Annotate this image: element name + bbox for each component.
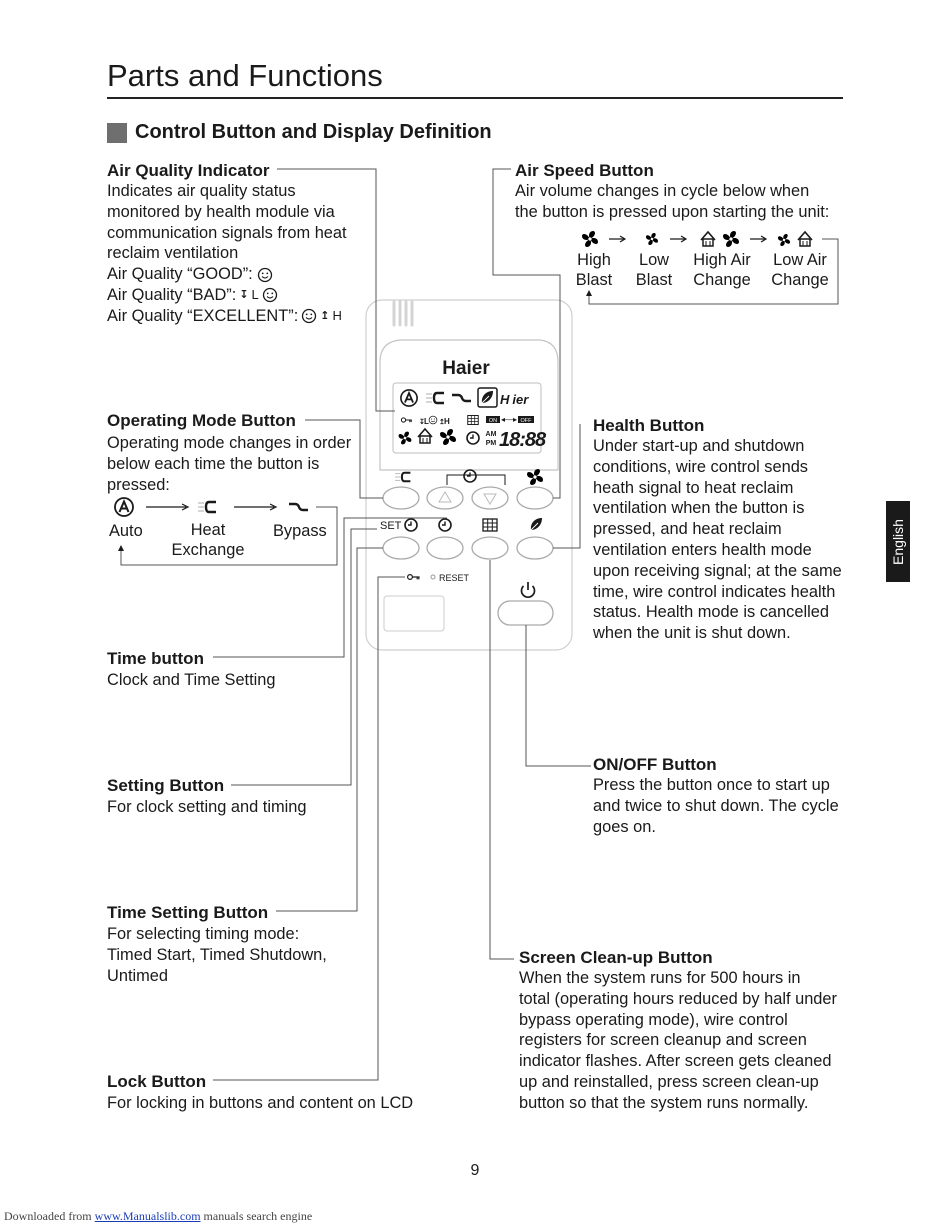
operating-mode-heading: Operating Mode Button [107,411,296,430]
screen-cleanup-heading: Screen Clean-up Button [519,948,713,967]
high-change-house-icon [701,232,715,246]
footer-link[interactable]: www.Manualslib.com [94,1209,201,1223]
arrow-icon [234,504,276,510]
air-speed-heading: Air Speed Button [515,161,654,180]
remote-brand: Haier [442,358,490,379]
screen-cleanup-description: When the system runs for 500 hours in total (operating hours reduced by half under bypass operating mode), wire control registers for screen cleanup and screen indicator flashes. After screen gets cleaned up and reinstalled, press screen clean-up button so that the system runs normally. [519,969,838,1112]
up-arrow-icon: ↥ [320,309,330,322]
down-button[interactable] [472,487,508,509]
screen-cleanup-button[interactable] [472,537,508,559]
svg-text:Hier [500,392,529,407]
time-button[interactable] [427,537,463,559]
smiley-icon [257,267,273,283]
reset-label: RESET [439,573,470,583]
air-quality-description: Indicates air quality status monitored by health module via communication signals from heat reclaim ventilation Air Quality “GOOD”: Air Quality “BAD”: ↧ L Air Quality “EXCELLENT”: ↥ H [107,182,347,325]
lcd-time-digits: 18:88 [499,429,546,451]
high-change-fan-icon [723,231,739,247]
air-speed-description: Air volume changes in cycle below when the button is pressed upon starting the unit: [515,182,830,221]
lock-description: For locking in buttons and content on LCD [107,1094,414,1112]
time-button-description: Clock and Time Setting [107,671,276,689]
health-description: Under start-up and shutdown conditions, wire control sends heath signal to heat reclaim ventilation when the button is pressed, and heat reclaim ventilation enters health mode upon receiving signal; at the same time, wire control indicates health status. Health mode is cancelled when the unit is shut down. [593,437,842,643]
air-quality-heading: Air Quality Indicator [107,161,270,180]
lock-heading: Lock Button [107,1072,207,1091]
lcd-am-text: AM [485,431,497,438]
mode-label-bypass: Bypass [273,522,327,540]
footer-prefix: Downloaded from [4,1209,92,1223]
language-tab[interactable] [886,501,910,582]
air-quality-excellent-label: Air Quality “EXCELLENT”: [107,306,299,325]
lcd-high-letter: H [444,417,450,426]
time-setting-heading: Time Setting Button [107,903,269,922]
arrow-icon [146,504,188,510]
low-blast-fan-icon [646,233,658,245]
mode-button[interactable] [383,487,419,509]
setting-description: For clock setting and timing [107,798,307,816]
arrow-icon [609,236,625,242]
cycle-arrowhead-icon [118,545,124,551]
time-setting-description: For selecting timing mode: Timed Start, Timed Shutdown, Untimed [107,925,327,985]
setting-button[interactable] [383,537,419,559]
set-label: SET [380,520,402,532]
arrow-icon [750,236,766,242]
air-quality-good-label: Air Quality “GOOD”: [107,265,253,284]
mode-label-auto: Auto [109,522,143,540]
svg-text:↥: ↥ [439,419,445,426]
lcd-brand-letter: H [500,392,510,407]
on-off-button[interactable] [498,601,553,625]
speed-label-low-air-change: Low Air Change [771,251,829,289]
on-off-description: Press the button once to start up and twice to shut down. The cycle goes on. [593,776,839,836]
section-title: Control Button and Display Definition [135,121,492,143]
cycle-arrowhead-icon [586,290,592,296]
high-blast-fan-icon [582,231,598,247]
svg-text:◂—▸: ◂—▸ [501,415,518,424]
arrow-icon [670,236,686,242]
speed-label-low-blast: Low Blast [635,251,673,289]
lcd-low-letter: L [424,417,429,426]
lcd-off-text: OFF [520,418,532,424]
time-button-heading: Time button [107,649,204,668]
health-heading: Health Button [593,416,705,435]
language-tab-label: English [890,518,907,565]
speed-label-high-air-change: High Air Change [693,251,751,289]
air-quality-bad-suffix: L [251,286,259,302]
air-quality-bad-label: Air Quality “BAD”: [107,285,237,304]
page-number: 9 [470,1162,480,1179]
footer-suffix: manuals search engine [203,1209,313,1223]
operating-mode-description: Operating mode changes in order below each time the button is pressed: [107,434,352,494]
auto-mode-icon [115,498,133,516]
setting-heading: Setting Button [107,776,225,795]
lcd-pm-text: PM [485,440,497,447]
up-button[interactable] [427,487,463,509]
low-change-fan-icon [778,234,790,246]
reset-pinhole[interactable] [431,575,435,579]
page-title: Parts and Functions [107,58,383,93]
bypass-mode-icon [289,504,308,510]
speed-label-high-blast: High Blast [575,251,613,289]
smiley-icon [262,287,278,303]
down-arrow-icon: ↧ [239,288,249,301]
footer [4,1209,312,1224]
svg-text:↧: ↧ [419,419,425,426]
air-quality-excellent-suffix: H [332,307,342,323]
air-speed-button[interactable] [517,487,553,509]
low-change-house-icon [798,232,812,246]
health-button[interactable] [517,537,553,559]
mode-label-heat-exchange: Heat Exchange [171,521,245,559]
lcd-on-text: ON [488,418,498,424]
lcd-brand-rest: ier [512,392,529,407]
heat-exchange-mode-icon [198,502,216,512]
smiley-icon [301,308,317,324]
on-off-heading: ON/OFF Button [593,755,717,774]
